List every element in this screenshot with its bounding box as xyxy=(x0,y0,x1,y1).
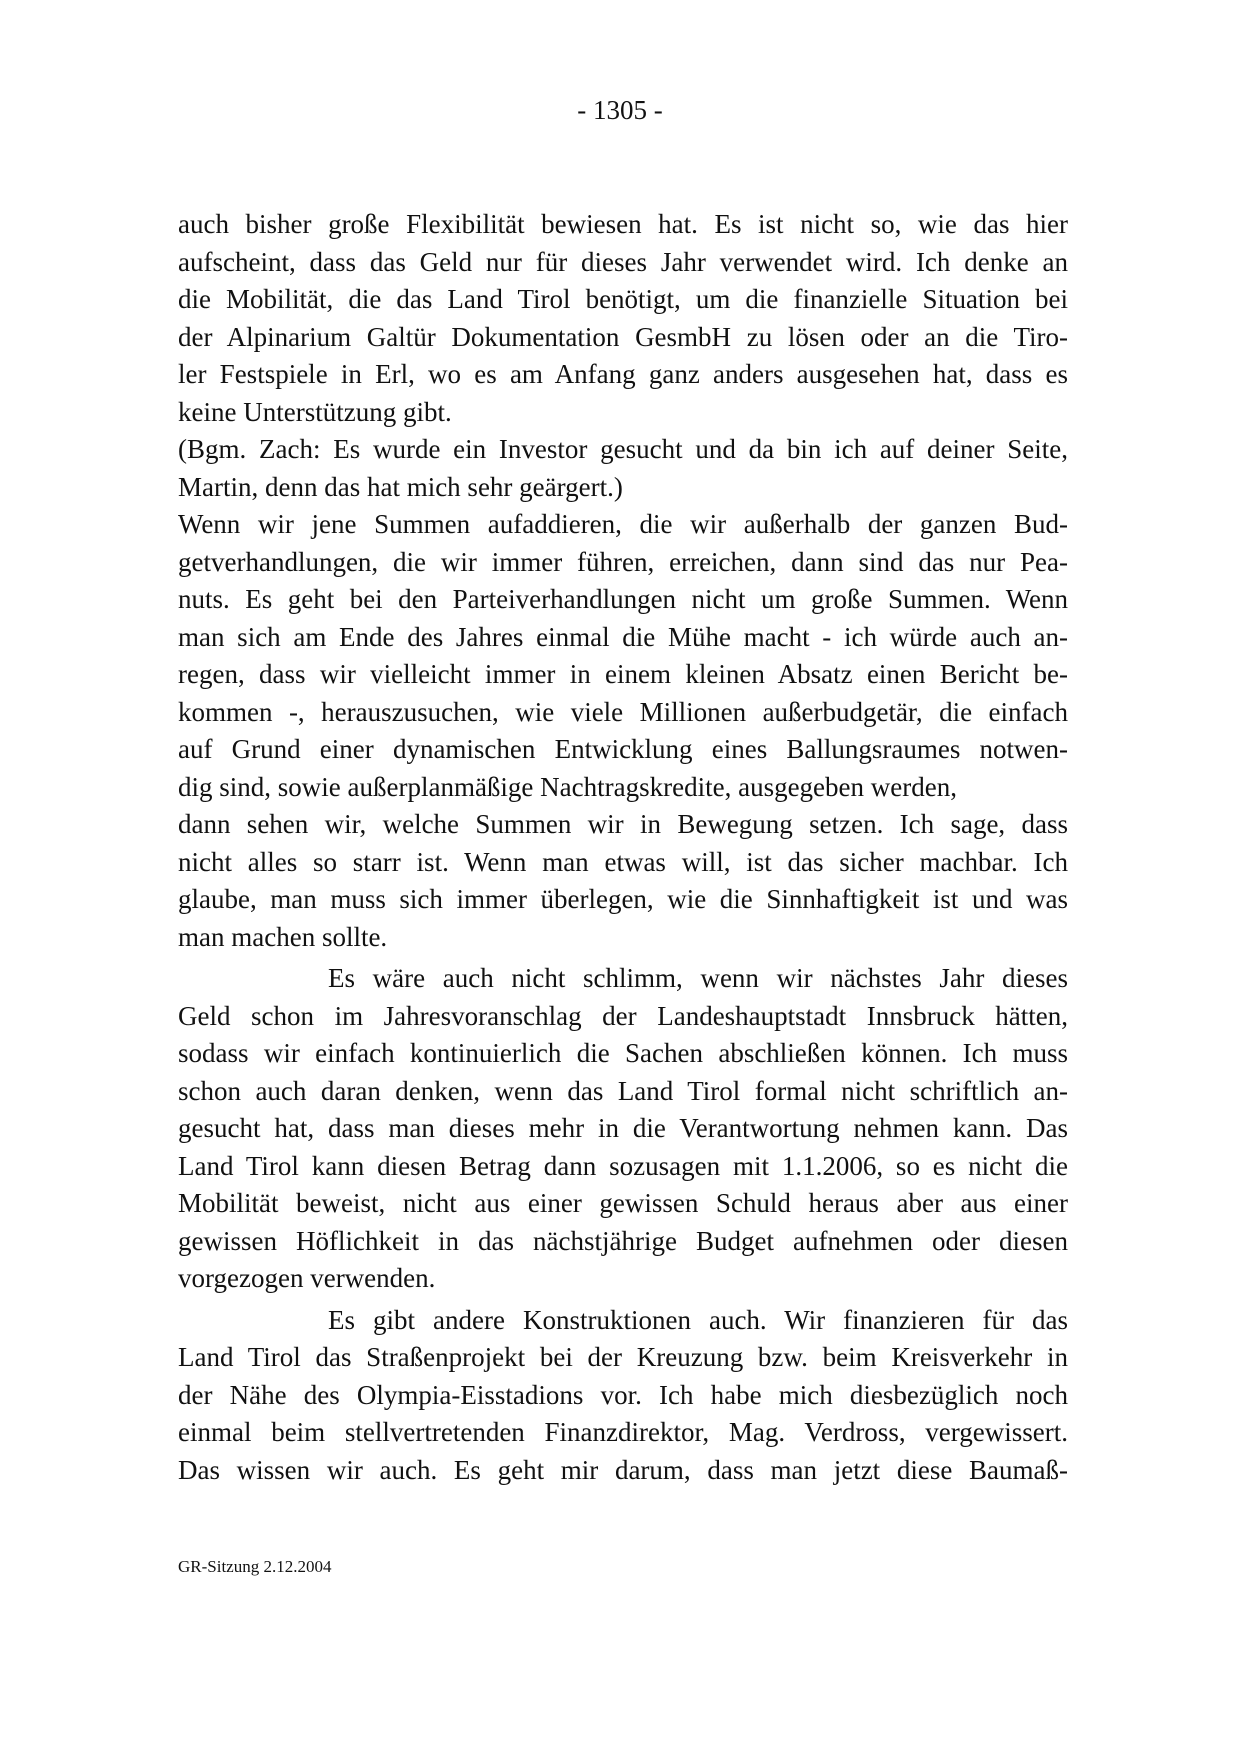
text-line: Das wissen wir auch. Es geht mir darum, dass man jetzt diese Baumaß- xyxy=(178,1454,1068,1485)
text-line: nuts. Es geht bei den Parteiverhandlungen nicht um große Summen. Wenn xyxy=(178,584,1068,614)
text-line: schon auch daran denken, wenn das Land Tirol formal nicht schriftlich an- xyxy=(178,1075,1068,1106)
text-line: regen, dass wir vielleicht immer in einem kleinen Absatz einen Bericht be- xyxy=(178,659,1068,689)
paragraph xyxy=(178,431,1068,506)
paragraph xyxy=(178,506,1068,956)
text-line: man machen sollte. xyxy=(178,921,388,952)
text-line: gewissen Höflichkeit in das nächstjährige Budget aufnehmen oder diesen xyxy=(178,1225,1068,1256)
text-line: Geld schon im Jahresvoranschlag der Landeshauptstadt Innsbruck hätten, xyxy=(178,1000,1068,1031)
text-line: Martin, denn das hat mich sehr geärgert.) xyxy=(178,471,623,502)
text-line: auf Grund einer dynamischen Entwicklung eines Ballungsraumes notwen- xyxy=(178,734,1068,764)
text-line: gesucht hat, dass man dieses mehr in die Verantwortung nehmen kann. Das xyxy=(178,1113,1068,1143)
text-line: Land Tirol kann diesen Betrag dann sozusagen mit 1.1.2006, so es nicht die xyxy=(178,1150,1068,1181)
text-line: dann sehen wir, welche Summen wir in Bewegung setzen. Ich sage, dass xyxy=(178,809,1068,839)
text-line: Wenn wir jene Summen aufaddieren, die wir außerhalb der ganzen Bud- xyxy=(178,509,1068,539)
document-body xyxy=(178,206,1068,1489)
text-line: kommen -, herauszusuchen, wie viele Millionen außerbudgetär, die einfach xyxy=(178,696,1068,727)
text-line: keine Unterstützung gibt. xyxy=(178,396,452,427)
text-line: der Nähe des Olympia-Eisstadions vor. Ich habe mich diesbezüglich noch xyxy=(178,1379,1068,1410)
text-line: Es gibt andere Konstruktionen auch. Wir finanzieren für das xyxy=(328,1304,1068,1335)
text-line: vorgezogen verwenden. xyxy=(178,1263,436,1293)
text-line: einmal beim stellvertretenden Finanzdirektor, Mag. Verdross, vergewissert. xyxy=(178,1417,1068,1447)
text-line: getverhandlungen, die wir immer führen, erreichen, dann sind das nur Pea- xyxy=(178,546,1068,577)
text-line: dig sind, sowie außerplanmäßige Nachtragskredite, ausgegeben werden, xyxy=(178,771,957,802)
paragraph xyxy=(178,1302,1068,1490)
text-line: auch bisher große Flexibilität bewiesen hat. Es ist nicht so, wie das hier xyxy=(178,209,1068,239)
text-line: nicht alles so starr ist. Wenn man etwas will, ist das sicher machbar. Ich xyxy=(178,846,1068,877)
text-line: aufscheint, dass das Geld nur für dieses Jahr verwendet wird. Ich denke an xyxy=(178,246,1068,277)
text-line: (Bgm. Zach: Es wurde ein Investor gesucht und da bin ich auf deiner Seite, xyxy=(178,434,1068,464)
paragraph xyxy=(178,960,1068,1298)
text-line: man sich am Ende des Jahres einmal die Mühe macht - ich würde auch an- xyxy=(178,621,1068,652)
text-line: die Mobilität, die das Land Tirol benötigt, um die finanzielle Situation bei xyxy=(178,284,1068,314)
text-line: glaube, man muss sich immer überlegen, wie die Sinnhaftigkeit ist und was xyxy=(178,884,1068,914)
text-line: Es wäre auch nicht schlimm, wenn wir nächstes Jahr dieses xyxy=(328,963,1068,993)
text-line: der Alpinarium Galtür Dokumentation GesmbH zu lösen oder an die Tiro- xyxy=(178,321,1068,352)
page-number: - 1305 - xyxy=(577,95,663,125)
text-line: ler Festspiele in Erl, wo es am Anfang ganz anders ausgesehen hat, dass es xyxy=(178,359,1068,389)
page-footer: GR-Sitzung 2.12.2004 xyxy=(178,1557,332,1576)
paragraph xyxy=(178,206,1068,431)
text-line: Mobilität beweist, nicht aus einer gewissen Schuld heraus aber aus einer xyxy=(178,1188,1068,1218)
text-line: sodass wir einfach kontinuierlich die Sachen abschließen können. Ich muss xyxy=(178,1038,1068,1068)
text-line: Land Tirol das Straßenprojekt bei der Kreuzung bzw. beim Kreisverkehr in xyxy=(178,1342,1068,1372)
